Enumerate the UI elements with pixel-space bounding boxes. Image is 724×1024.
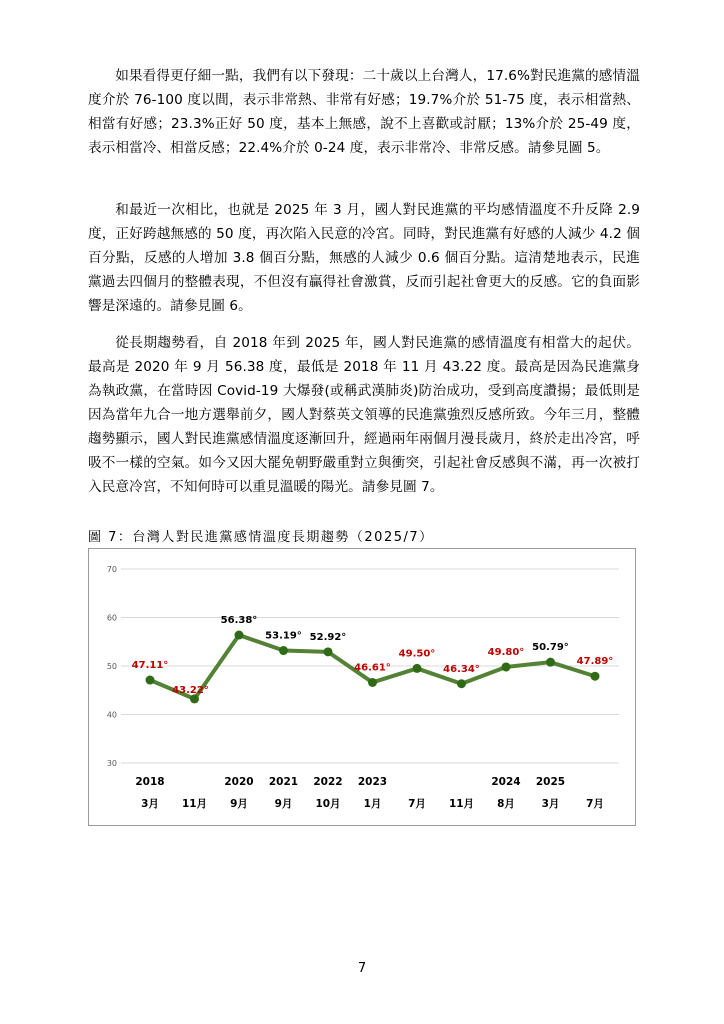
x-tick-month: 11月 [181,798,208,810]
data-label: 49.80° [487,646,525,658]
x-tick-year: 2020 [224,776,254,788]
x-tick-year: 2025 [535,776,566,788]
data-point [235,631,244,640]
line-chart [89,549,635,825]
y-tick-label: 40 [106,710,117,720]
data-point [279,646,288,655]
data-label: 46.34° [443,663,480,675]
data-label: 52.92° [309,631,347,643]
x-tick-month: 9月 [230,798,248,810]
x-tick-month: 7月 [586,798,604,810]
data-label: 43.22° [172,684,209,696]
paragraph-3: 從長期趨勢看，自 2018 年到 2025 年，國人對民進黨的感情溫度有相當大的起伏。最高是 2020 年 9 月 56.38 度，最低是 2018 年 11 月 43.22 度。最高是因為民進黨身為執政黨，在當時因 Covid-19 大爆發(或稱武漢肺炎)防治成功，受到高度讚揚；最低則是因為當年九合一地方選舉前夕，國人對蔡英文領導的民進黨強烈反感所致。今年三月，整體趨勢顯示，國人對民進黨感情溫度逐漸回升，經過兩年兩個月漫長歲月，終於走出冷宮，呼吸不一樣的空氣。如今又因大罷免朝野嚴重對立與衝突，引起社會反感與不滿，再一次被打入民意冷宮，不知何時可以重見溫暖的陽光。請參見圖 7。 [88,335,640,495]
y-tick-label: 70 [106,565,117,574]
paragraph-2: 和最近一次相比，也就是 2025 年 3 月，國人對民進黨的平均感情溫度不升反降 2.9 度，正好跨越無感的 50 度，再次陷入民意的冷宮。同時，對民進黨有好感的人減少 4.2 個百分點，反感的人增加 3.8 個百分點，無感的人減少 0.6 個百分點。這清楚地表示，民進黨過去四個月的整體表現，不但沒有贏得社會激賞，反而引起社會更大的反感。它的負面影響是深遠的。請參見圖 6。 [88,202,640,314]
data-point [368,678,377,687]
x-tick-year: 2021 [268,776,299,788]
x-tick-month: 9月 [274,798,293,810]
data-point [146,676,155,685]
x-tick-year: 2022 [313,776,343,788]
x-tick-month: 11月 [448,798,475,810]
data-label: 53.19° [265,630,302,642]
chart-container [88,548,636,826]
data-point [502,662,511,671]
x-tick-year: 2023 [357,776,388,788]
data-label: 50.79° [532,642,569,654]
data-point [591,672,600,681]
x-tick-month: 8月 [497,798,515,810]
figure-title: 圖 7：台灣人對民進黨感情溫度長期趨勢（2025/7） [88,530,434,545]
x-tick-month: 7月 [408,798,426,810]
y-tick-label: 50 [106,662,117,671]
x-tick-month: 3月 [141,798,159,810]
x-tick-year: 2018 [135,776,165,788]
x-tick-month: 3月 [541,798,560,810]
data-point [546,658,555,667]
x-tick-month: 10月 [315,798,341,810]
data-label: 49.50° [398,648,436,660]
data-label: 56.38° [220,615,258,627]
y-tick-label: 30 [106,759,117,768]
page-number: 7 [357,961,367,976]
paragraph-1: 如果看得更仔細一點，我們有以下發現：二十歲以上台灣人，17.6%對民進黨的感情溫度介於 76-100 度以間，表示非常熱、非常有好感；19.7%介於 51-75 度，表示相當熱、相當有好感；23.3%正好 50 度，基本上無感，說不上喜歡或討厭；13%介於 25-49 度，表示相當冷、相當反感；22.4%介於 0-24 度，表示非常冷、非常反感。請參見圖 5。 [88,68,640,156]
data-point [457,679,466,688]
data-point [324,647,333,656]
data-point [413,664,422,673]
data-label: 47.89° [576,656,614,668]
y-tick-label: 60 [106,613,117,623]
x-tick-year: 2024 [491,776,521,788]
data-label: 47.11° [131,660,169,672]
x-tick-month: 1月 [363,798,382,810]
data-label: 46.61° [354,662,391,674]
